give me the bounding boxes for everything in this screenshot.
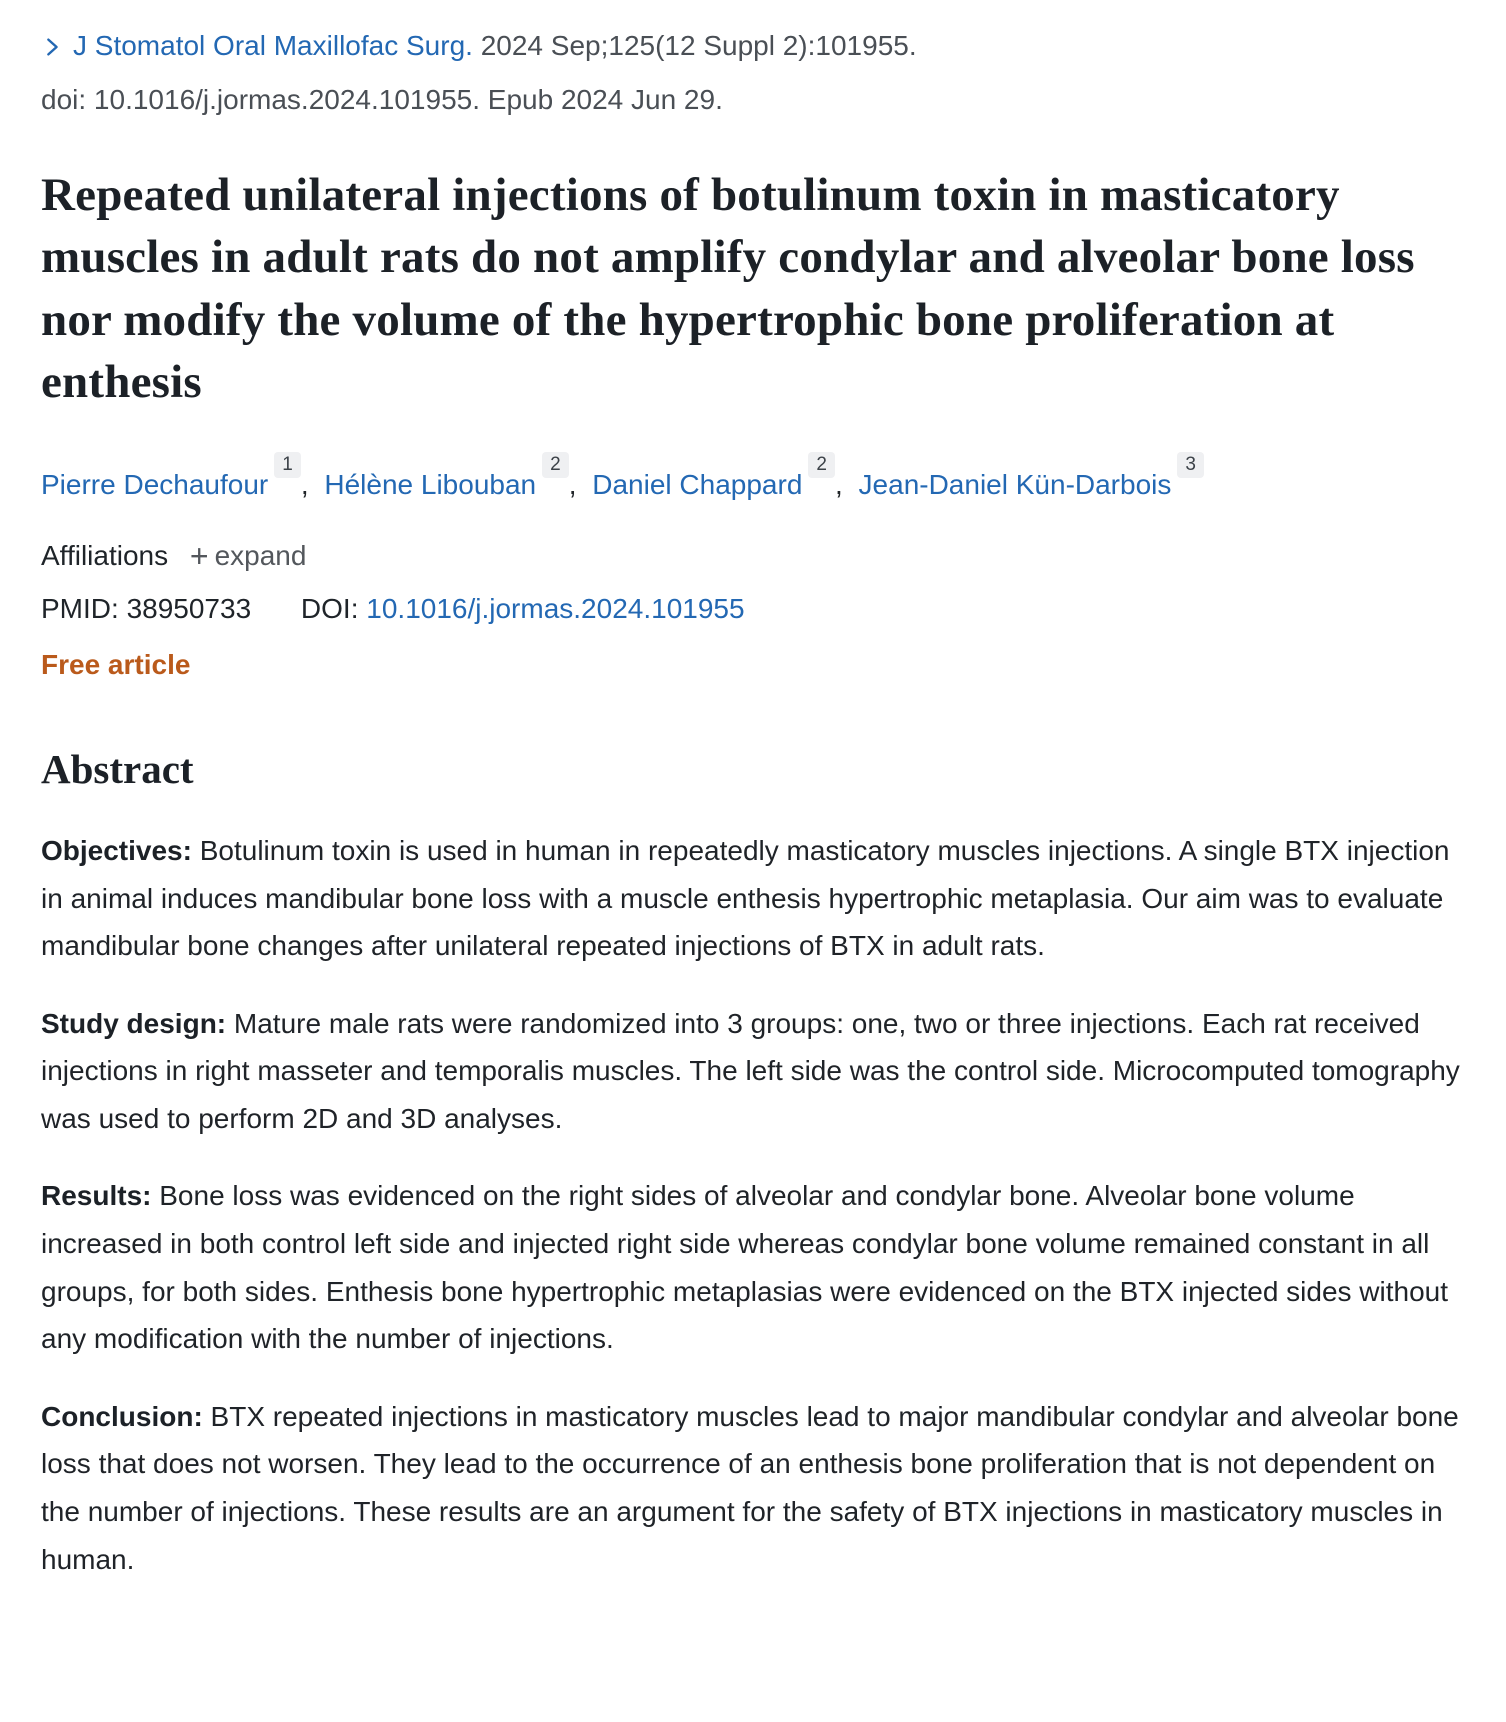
affiliation-sup-badge[interactable]: 2 xyxy=(808,452,835,479)
abstract-heading: Abstract xyxy=(41,745,194,792)
affiliations-row xyxy=(41,538,1465,575)
doi-group xyxy=(301,593,745,624)
identifiers-row xyxy=(41,593,1465,625)
author-separator: , xyxy=(568,468,577,500)
section-text: Botulinum toxin is used in human in repeatedly masticatory muscles injections. A single BTX injection in animal induces mandibular bone loss with a muscle enthesis hypertrophic metaplasia. Our aim was to evaluate mandibular bone changes after unilateral repeated injections of BTX in adult rats. xyxy=(41,834,1450,962)
citation-details: 2024 Sep;125(12 Suppl 2):101955. xyxy=(480,30,917,61)
pmid-label: PMID: xyxy=(41,592,119,624)
author-item xyxy=(858,453,1204,500)
section-label: Objectives: xyxy=(41,834,192,866)
section-label: Conclusion: xyxy=(41,1400,203,1432)
author-link[interactable]: Hélène Libouban xyxy=(324,468,537,500)
abstract-section-objectives xyxy=(41,827,1465,970)
abstract-section-study-design xyxy=(41,1000,1465,1143)
expand-label: expand xyxy=(214,539,307,571)
doi-link[interactable]: 10.1016/j.jormas.2024.101955 xyxy=(366,592,745,624)
author-link[interactable]: Pierre Dechaufour xyxy=(41,468,269,500)
affiliation-sup-badge[interactable]: 3 xyxy=(1177,452,1204,479)
plus-icon: + xyxy=(189,537,209,574)
abstract-section-results xyxy=(41,1172,1465,1362)
author-link[interactable]: Daniel Chappard xyxy=(592,468,803,500)
section-text: BTX repeated injections in masticatory muscles lead to major mandibular condylar and alveolar bone loss that does not worsen. They lead to the occurrence of an enthesis bone proliferation that is not dependent on the number of injections. These results are an argument for the safety of BTX injections in masticatory muscles in human. xyxy=(41,1400,1459,1575)
article-title: Repeated unilateral injections of botulinum toxin in masticatory muscles in adult rats do not amplify condylar and alveolar bone loss nor modify the volume of the hypertrophic bone proliferation at enthesis xyxy=(41,168,1415,409)
citation-block xyxy=(41,21,1465,126)
author-item xyxy=(41,453,317,500)
affiliation-sup-badge[interactable]: 2 xyxy=(542,452,569,479)
free-article-badge: Free article xyxy=(41,648,191,680)
author-item xyxy=(324,453,584,500)
journal-link[interactable]: J Stomatol Oral Maxillofac Surg. xyxy=(73,30,473,61)
citation-doi-line: doi: 10.1016/j.jormas.2024.101955. Epub 2024 Jun 29. xyxy=(41,83,723,115)
pmid-group xyxy=(41,593,251,624)
author-separator: , xyxy=(834,468,843,500)
abstract-section-conclusion xyxy=(41,1393,1465,1583)
author-separator: , xyxy=(300,468,309,500)
chevron-right-icon[interactable] xyxy=(41,24,63,75)
section-text: Mature male rats were randomized into 3 groups: one, two or three injections. Each rat received injections in right masseter and temporalis muscles. The left side was the control side. Microcomputed tomography was used to perform 2D and 3D analyses. xyxy=(41,1007,1460,1134)
pmid-value: 38950733 xyxy=(126,592,252,624)
affiliation-sup-badge[interactable]: 1 xyxy=(274,452,301,479)
section-text: Bone loss was evidenced on the right sides of alveolar and condylar bone. Alveolar bone volume increased in both control left side and injected right side whereas condylar bone volume remained constant in all groups, for both sides. Enthesis bone hypertrophic metaplasias were evidenced on the BTX injected sides without any modification with the number of injections. xyxy=(41,1180,1449,1355)
author-list xyxy=(41,453,1465,506)
doi-label: DOI: xyxy=(300,592,359,624)
section-label: Results: xyxy=(41,1180,152,1212)
author-link[interactable]: Jean-Daniel Kün-Darbois xyxy=(858,468,1172,500)
affiliations-label: Affiliations xyxy=(41,539,169,571)
author-item xyxy=(592,453,851,500)
section-label: Study design: xyxy=(41,1007,227,1039)
affiliations-expand-button[interactable] xyxy=(190,538,307,575)
